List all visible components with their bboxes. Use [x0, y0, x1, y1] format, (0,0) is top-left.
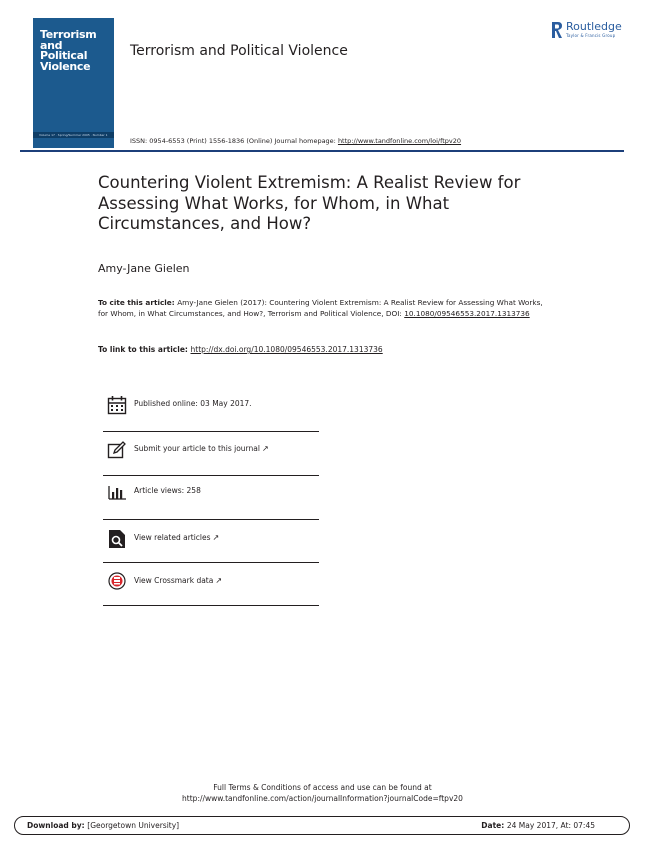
article-author: Amy-Jane Gielen	[98, 262, 190, 275]
related-articles-link[interactable]	[134, 533, 219, 542]
cover-title-line: Terrorism	[40, 28, 97, 41]
edit-icon	[107, 440, 127, 460]
bar-chart-icon	[107, 482, 127, 502]
terms-url-link[interactable]: http://www.tandfonline.com/action/journalInformation?journalCode=ftpv20	[182, 793, 463, 803]
article-url-link[interactable]: http://dx.doi.org/10.1080/09546553.2017.1313736	[190, 345, 383, 354]
submit-article-label: Submit your article to this journal	[134, 444, 260, 453]
journal-homepage-link[interactable]: http://www.tandfonline.com/loi/ftpv20	[337, 137, 462, 145]
submit-row[interactable]	[103, 440, 319, 460]
date-label: Date:	[481, 821, 507, 830]
cover-title	[40, 30, 112, 72]
published-date: Published online: 03 May 2017.	[134, 399, 252, 408]
journal-cover	[33, 18, 114, 148]
info-divider	[103, 562, 319, 563]
related-row[interactable]	[103, 529, 319, 549]
crossmark-label: View Crossmark data	[134, 576, 214, 585]
external-link-icon: ↗	[261, 444, 269, 453]
link-label: To link to this article:	[98, 345, 191, 354]
info-divider	[103, 519, 319, 520]
info-divider	[103, 605, 319, 606]
download-by-label: Download by:	[27, 821, 88, 830]
cover-title-line: Violence	[40, 59, 91, 73]
download-by	[27, 821, 179, 830]
crossmark-icon	[107, 572, 127, 592]
terms-notice	[0, 783, 645, 804]
calendar-icon	[107, 395, 127, 415]
external-link-icon: ↗	[212, 533, 220, 542]
info-divider	[103, 431, 319, 432]
date-value: 24 May 2017, At: 07:45	[506, 821, 595, 830]
terms-line: Full Terms & Conditions of access and use can be found at	[213, 783, 432, 792]
submit-article-link[interactable]	[134, 444, 269, 453]
published-row	[103, 395, 319, 415]
citation-text: Amy-Jane Gielen (2017): Countering Violent Extremism: A Realist Review for Assessing What Works, for Whom, in What Circumstances, and How?, Terrorism and Political Violence, DOI:	[98, 298, 543, 318]
publisher-tagline: Taylor & Francis Group	[566, 33, 616, 38]
crossmark-link[interactable]	[134, 576, 222, 585]
cover-title-line: and	[40, 38, 63, 52]
cover-strip-text: Volume 17 · Spring/Summer 2005 · Number 1	[39, 133, 108, 137]
routledge-logo-icon	[550, 20, 564, 40]
article-title: Countering Violent Extremism: A Realist Review for Assessing What Works, for Whom, in What Circumstances, and How?	[98, 173, 521, 233]
citation	[98, 298, 548, 319]
cover-title-line: Political	[40, 49, 88, 62]
related-articles-icon	[107, 529, 127, 549]
crossmark-row[interactable]	[103, 572, 319, 592]
info-divider	[103, 475, 319, 476]
header-divider	[20, 150, 624, 152]
related-articles-label: View related articles	[134, 533, 211, 542]
download-date	[481, 821, 595, 830]
article-link-line	[98, 345, 383, 354]
doi-link[interactable]: 10.1080/09546553.2017.1313736	[404, 308, 530, 318]
download-info-bar	[14, 816, 630, 835]
issn-text: ISSN: 0954-6553 (Print) 1556-1836 (Online) Journal homepage:	[130, 137, 338, 145]
journal-name: Terrorism and Political Violence	[130, 43, 348, 59]
external-link-icon: ↗	[215, 576, 223, 585]
views-row	[103, 482, 319, 502]
download-by-value: [Georgetown University]	[87, 821, 180, 830]
citation-label: To cite this article:	[98, 298, 178, 307]
issn-line	[130, 137, 461, 145]
article-views: Article views: 258	[134, 486, 201, 495]
publisher-name: Routledge	[566, 20, 622, 33]
